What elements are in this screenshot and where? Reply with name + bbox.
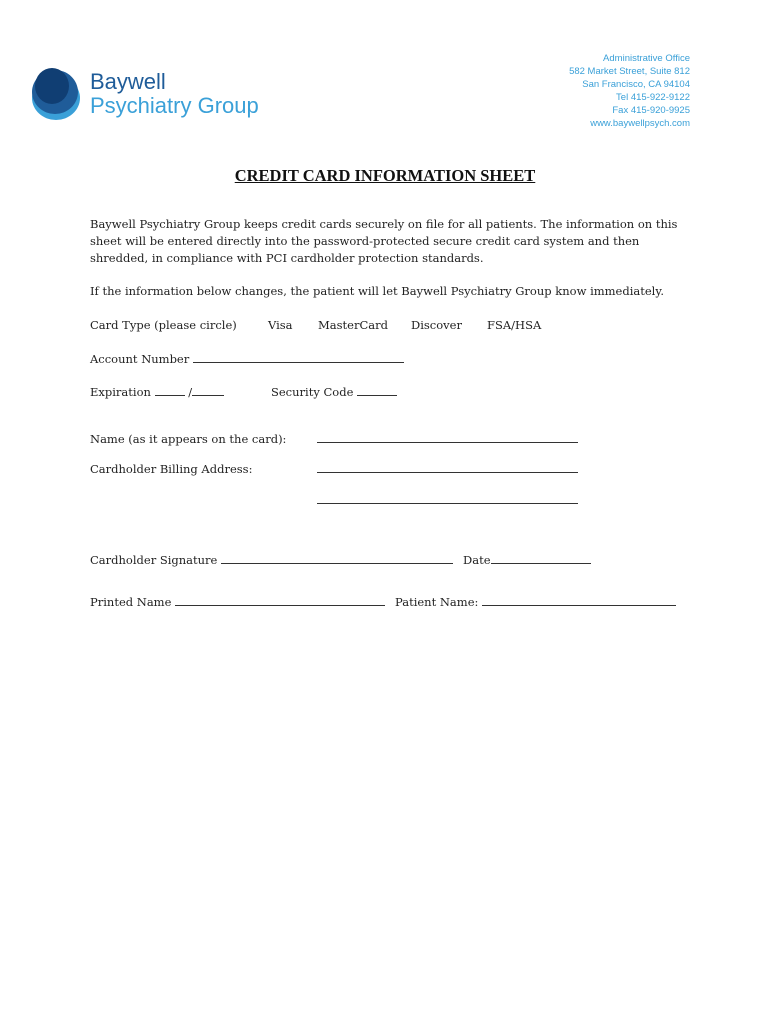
- logo-name-line2: Psychiatry Group: [90, 93, 259, 118]
- expiration-label: Expiration: [90, 385, 151, 399]
- address-web[interactable]: www.baywellpsych.com: [590, 118, 690, 129]
- billing-address-field-1[interactable]: [317, 461, 578, 473]
- card-name-field[interactable]: [317, 431, 578, 443]
- printed-name-field[interactable]: [175, 594, 385, 606]
- signature-field[interactable]: [221, 552, 453, 564]
- card-type-label: Card Type (please circle): [90, 318, 237, 332]
- card-option-discover[interactable]: Discover: [411, 318, 462, 332]
- address-street: 582 Market Street, Suite 812: [569, 66, 690, 77]
- account-number-field[interactable]: [193, 351, 404, 363]
- security-code-field[interactable]: [357, 384, 397, 396]
- expiration-row: [90, 384, 224, 399]
- security-code-label: Security Code: [271, 385, 354, 399]
- card-option-fsa-hsa[interactable]: FSA/HSA: [487, 318, 542, 332]
- address-city: San Francisco, CA 94104: [582, 79, 690, 90]
- logo: [30, 62, 270, 128]
- page-title: CREDIT CARD INFORMATION SHEET: [234, 166, 536, 185]
- address-office: Administrative Office: [603, 53, 690, 64]
- signature-row: [90, 552, 453, 567]
- logo-name-line1: Baywell: [90, 69, 166, 94]
- logo-mark-icon: [30, 62, 86, 124]
- card-option-mastercard[interactable]: MasterCard: [318, 318, 388, 332]
- intro-paragraph: Baywell Psychiatry Group keeps credit cards securely on file for all patients. The information on this sheet will be entered directly into the password-protected secure credit card system and then shredded, in compliance with PCI cardholder protection standards.: [90, 217, 678, 265]
- printed-name-label: Printed Name: [90, 595, 172, 609]
- patient-name-label: Patient Name:: [395, 595, 479, 609]
- card-type-row: [90, 318, 237, 332]
- card-name-label: Name (as it appears on the card):: [90, 432, 287, 446]
- address-tel: Tel 415-922-9122: [616, 92, 690, 103]
- billing-address-field-2[interactable]: [317, 492, 578, 504]
- printed-name-row: [90, 594, 385, 609]
- office-address: [569, 52, 690, 130]
- patient-name-field[interactable]: [482, 594, 676, 606]
- account-number-row: [90, 351, 404, 366]
- expiration-month-field[interactable]: [155, 384, 185, 396]
- expiration-separator: /: [188, 385, 193, 399]
- signature-label: Cardholder Signature: [90, 553, 218, 567]
- notice-paragraph: If the information below changes, the patient will let Baywell Psychiatry Group know immediately.: [90, 284, 664, 298]
- date-field[interactable]: [491, 552, 591, 564]
- date-row: [463, 552, 591, 567]
- date-label: Date: [463, 553, 491, 567]
- expiration-year-field[interactable]: [192, 384, 224, 396]
- account-number-label: Account Number: [90, 352, 190, 366]
- card-option-visa[interactable]: Visa: [268, 318, 293, 332]
- billing-address-label: Cardholder Billing Address:: [90, 462, 253, 476]
- address-fax: Fax 415-920-9925: [612, 105, 690, 116]
- security-code-row: [271, 384, 397, 399]
- patient-name-row: [395, 594, 676, 609]
